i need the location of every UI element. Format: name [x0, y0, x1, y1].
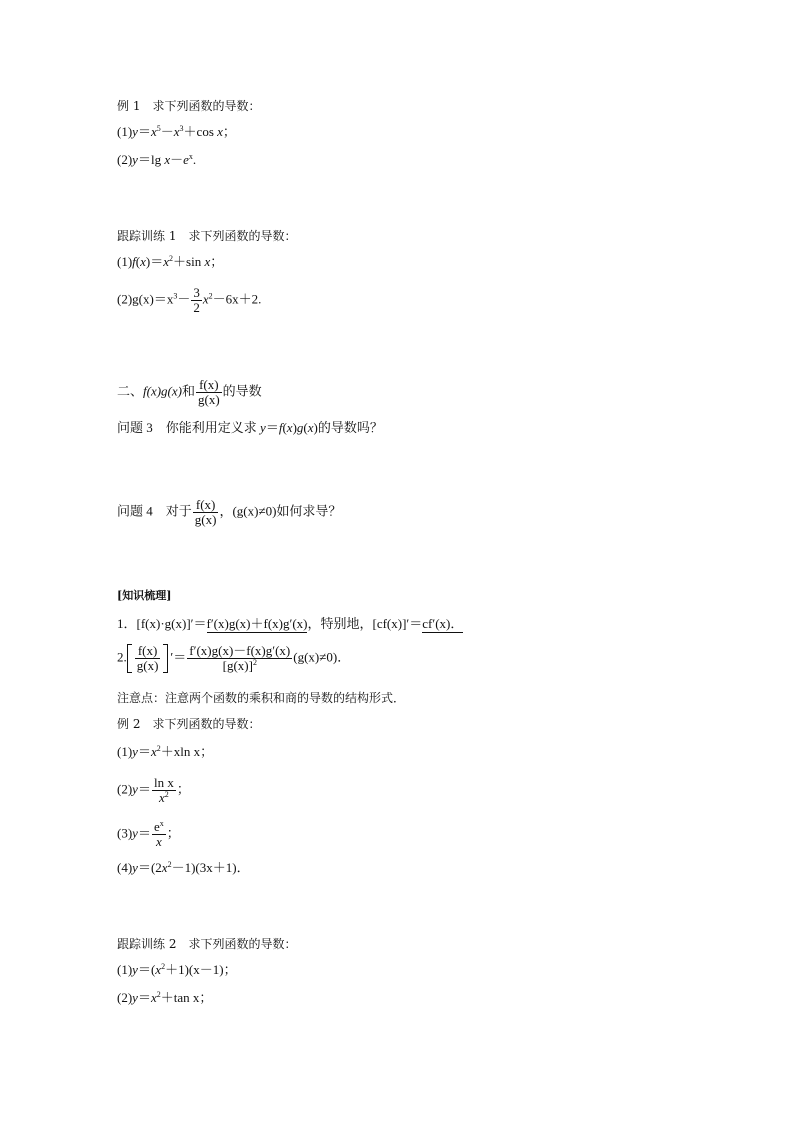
practice2-item2: $(2)y=x^2+\tan$ x； [117, 990, 213, 1005]
practice2-item1: $(1)y=(x^2+1)(x-1)$； [117, 962, 237, 977]
rule1-special-answer: cf′(x)． [422, 616, 464, 631]
rule1-answer: f′(x)g(x)＋f(x)g′(x) [206, 616, 308, 631]
question4: 问题 4 对于 $\frac{f(x)}{g(x)}$ ，(g(x)≠0)如何求导？ [117, 497, 342, 527]
example2-item1: $(1)y=x^2+xln$ x； [117, 744, 214, 759]
example2-title: 例 2 求下列函数的导数： [117, 717, 261, 731]
practice1-item1: $(1)f(x)=x^2+\sin$ x； [117, 254, 224, 269]
question3: 问题 3 你能利用定义求 y＝f(x)g(x)的导数吗？ [117, 420, 383, 435]
example2-item3-fraction: $\frac{e^x}{x}$ [153, 819, 164, 849]
example2-item2: (2)y＝ $\frac{\text{ln x}}{x^2}$ ； [117, 775, 190, 805]
knowledge-rule2: 2. $\frac{f(x)}{g(x)}$ ′＝ $\frac{f'(x)g(x)-f(x)g'(x)}{[g(x)]^2}$ (g(x)≠0)． [117, 643, 351, 673]
rule2-answer-fraction: $\frac{f'(x)g(x)-f(x)g'(x)}{[g(x)]^2}$ [189, 643, 291, 673]
question4-fraction: $\frac{f(x)}{g(x)}$ [194, 497, 217, 527]
example2-item3: (3)y＝ $\frac{e^x}{x}$ ； [117, 819, 180, 849]
section2-heading: 二、f(x)g(x)和 $\frac{f(x)}{g(x)}$ 的导数 [117, 377, 262, 407]
example1-title: 例 1 求下列函数的导数： [117, 99, 261, 113]
knowledge-title: [知识梳理] [117, 589, 172, 602]
example1-item1: $(1)y=x^5-x^3+\cos$ x； [117, 124, 236, 139]
knowledge-note: 注意点：注意两个函数的乘积和商的导数的结构形式． [117, 691, 406, 705]
section2-fraction: $\frac{f(x)}{g(x)}$ [198, 377, 220, 407]
practice1-title: 跟踪训练 1 求下列函数的导数： [117, 229, 297, 243]
practice1-fraction: $\frac{3}{2}$ [193, 285, 200, 315]
example2-item4: $(4)y=(2x^2-1)(3x+1)$． [117, 860, 250, 875]
example1-item2: (2)y＝lg $x-e^x$. [117, 152, 197, 167]
knowledge-rule1: 1．[f(x)·g(x)]′＝f′(x)g(x)＋f(x)g′(x)，特别地，[cf(x)]′＝cf′(x)． [117, 616, 464, 631]
practice2-title: 跟踪训练 2 求下列函数的导数： [117, 937, 297, 951]
rule2-bracket: $\frac{f(x)}{g(x)}$ [127, 644, 169, 673]
practice1-item2: $(2)g(x)=x^3-$ $\frac{3}{2}$ $x^2-6x+2$. [117, 285, 262, 315]
example2-item2-fraction: $\frac{\text{ln x}}{x^2}$ [153, 775, 174, 805]
